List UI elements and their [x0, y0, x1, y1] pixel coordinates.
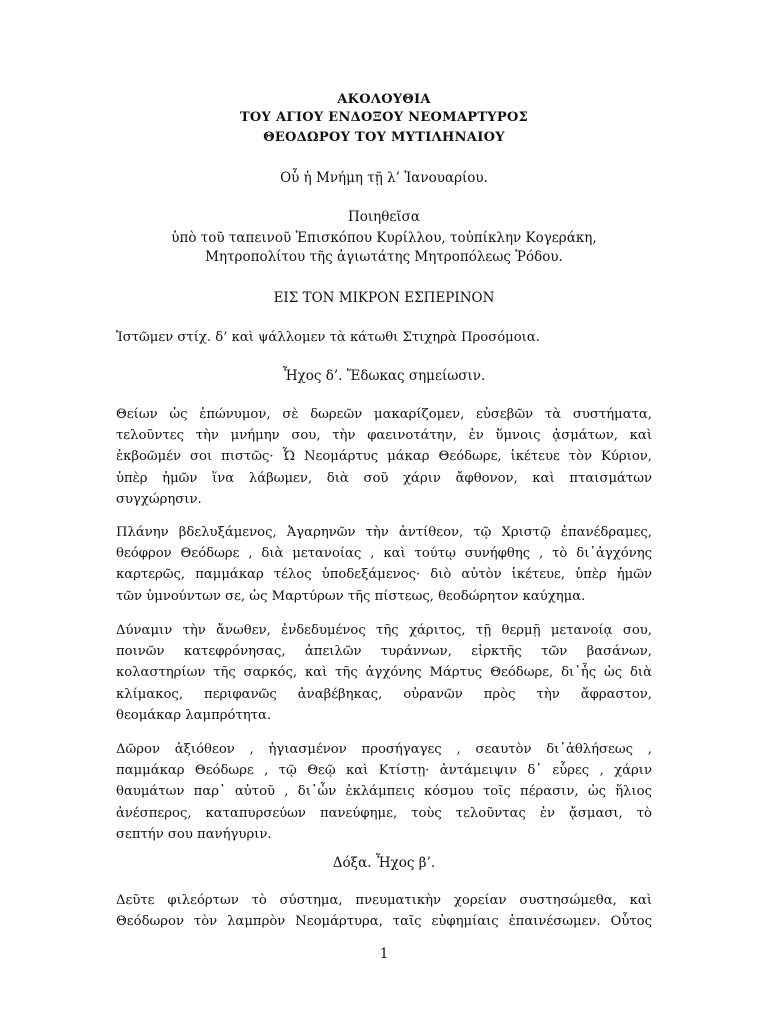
- text-line: Θείων ὡς ἐπώνυμον, σὲ δωρεῶν μακαρίζομεν, εὐσεβῶν τὰ συστήματα,: [116, 407, 652, 422]
- title-line-3: ΘΕΟΔΩΡΟΥ ΤΟΥ ΜΥΤΙΛΗΝΑΙΟΥ: [263, 130, 505, 145]
- doxa-heading: Δόξα. Ἦχος β’.: [332, 855, 436, 871]
- text-line: τῶν ὑμνούντων σε, ὡς Μαρτύρων τῆς πίστεως, θεοδώρητον καύχημα.: [116, 588, 586, 604]
- composed-label: Ποιηθεῖσα: [347, 209, 421, 225]
- text-line: Πλάνην βδελυξάμενος, Ἀγαρηνῶν τὴν ἀντίθεον, τῷ Χριστῷ ἐπανέδραμες,: [116, 525, 652, 540]
- text-line: κλίμακος, περιφανῶς ἀναβέβηκας, οὐρανῶν πρὸς τὴν ἄφραστον,: [116, 686, 652, 702]
- text-line: σεπτήν σου πανήγυριν.: [116, 826, 272, 842]
- text-line: ἀνέσπερος, καταπυρσεύων πανεύφημε, τοὺς τελοῦντας ἐν ᾄσμασι, τὸ: [116, 805, 652, 821]
- text-line: Δύναμιν τὴν ἄνωθεν, ἐνδεδυμένος τῆς χάριτος, τῇ θερμῇ μετανοίᾳ σου,: [116, 623, 652, 638]
- text-line: καρτερῶς, παμμάκαρ τέλος ὑποδεξάμενος· διὸ αὐτὸν ἱκέτευε, ὑπὲρ ἡμῶν: [116, 567, 652, 583]
- text-line: τελοῦντες τὴν μνήμην σου, τὴν φαεινοτάτην, ἐν ὕμνοις ᾀσμάτων, καὶ: [116, 428, 652, 444]
- sticheron-1: [116, 404, 652, 510]
- author-line-1: ὑπὸ τοῦ ταπεινοῦ Ἐπισκόπου Κυρίλλου, τοὐπίκλην Κογεράκη,: [171, 230, 597, 246]
- tone-heading: Ἦχος δ’. Ἔδωκας σημείωσιν.: [282, 368, 486, 384]
- text-line: θεομάκαρ λαμπρότητα.: [116, 707, 272, 723]
- author-line-2: Μητροπολίτου τῆς ἁγιωτάτης Μητροπόλεως Ῥόδου.: [205, 249, 563, 265]
- text-line: Δεῦτε φιλεόρτων τὸ σύστημα, πνευματικὴν χορείαν συστησώμεθα, καὶ: [116, 893, 652, 908]
- text-line: Δῶρον ἀξιόθεον , ἡγιασμένον προσήγαγες , σεαυτὸν δι᾽ἀθλήσεως ,: [116, 742, 652, 757]
- text-line: κολαστηρίων τῆς σαρκός, καὶ τῆς ἀγχόνης Μάρτυς Θεόδωρε, δι᾽ἧς ὡς διὰ: [116, 665, 652, 681]
- sticheron-3: [116, 620, 652, 726]
- title-line-1: ΑΚΟΛΟΥΘΙΑ: [337, 92, 431, 107]
- text-line: ἐκβοῶμέν σοι πιστῶς· Ὦ Νεομάρτυς μάκαρ Θεόδωρε, ἱκέτευε τὸν Κύριον,: [116, 449, 652, 465]
- text-line: ποινῶν κατεφρόνησας, ἀπειλῶν τυράννων, εἱρκτῆς τῶν βασάνων,: [116, 644, 652, 660]
- section-heading: ΕΙΣ ΤΟΝ ΜΙΚΡΟΝ ΕΣΠΕΡΙΝΟΝ: [273, 290, 495, 306]
- doxastikon: [116, 890, 652, 932]
- text-line: παμμάκαρ Θεόδωρε , τῷ Θεῷ καὶ Κτίστῃ· ἀντάμειψιν δ᾽ εὗρες , χάριν: [116, 763, 652, 779]
- memory-date: Οὗ ἡ Μνήμη τῇ λ’ Ἰανουαρίου.: [280, 170, 488, 186]
- text-line: συγχώρησιν.: [116, 491, 202, 507]
- text-line: θαυμάτων παρ᾽ αὐτοῦ , δι᾽ὧν ἐκλάμπεις κόσμου τοῖς πέρασιν, ὡς ἥλιος: [116, 784, 652, 800]
- sticheron-2: [116, 522, 652, 607]
- rubric-text: Ἱστῶμεν στίχ. δ’ καὶ ψάλλομεν τὰ κάτωθι Στιχηρὰ Προσόμοια.: [116, 330, 540, 345]
- sticheron-4: [116, 739, 652, 845]
- text-line: θεόφρον Θεόδωρε , διὰ μετανοίας , καὶ τούτῳ συνήφθης , τὸ δι᾽ἀγχόνης: [116, 546, 652, 562]
- text-line: Θεόδωρον τὸν λαμπρὸν Νεομάρτυρα, ταῖς εὐφημίαις ἐπαινέσωμεν. Οὗτος: [116, 914, 652, 930]
- page-number: 1: [379, 946, 389, 962]
- title-line-2: ΤΟΥ ΑΓΙΟΥ ΕΝΔΟΞΟΥ ΝΕΟΜΑΡΤΥΡΟΣ: [239, 110, 529, 125]
- text-line: ὑπὲρ ἡμῶν ἵνα λάβωμεν, διὰ σοῦ χάριν ἄφθονον, καὶ πταισμάτων: [116, 470, 652, 486]
